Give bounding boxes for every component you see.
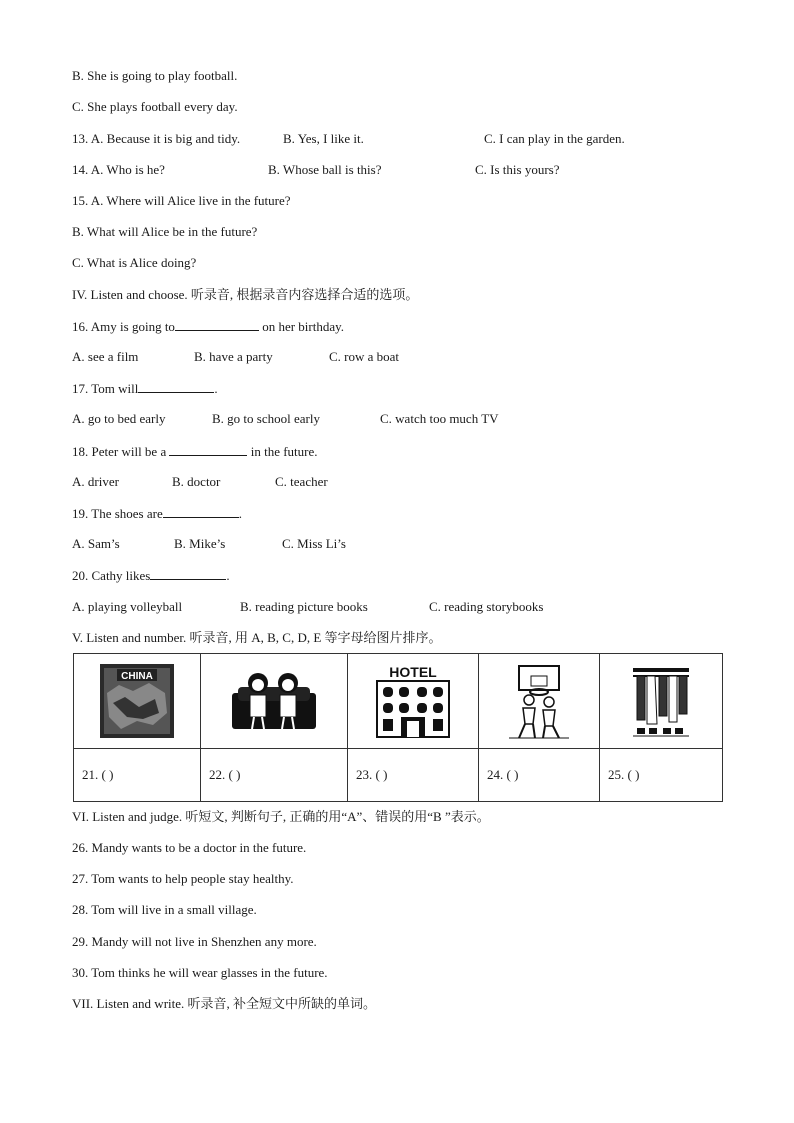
q16-option-a: A. see a film	[72, 349, 139, 364]
section6-title: VI. Listen and judge. 听短文, 判断句子, 正确的用“A”、错误的用“B ”表示。	[72, 809, 490, 824]
china-book-icon	[99, 663, 175, 739]
option-12b: B. She is going to play football.	[72, 68, 238, 83]
q19-option-c: C. Miss Li’s	[282, 536, 346, 551]
picture-table	[73, 653, 723, 802]
q20-option-c: C. reading storybooks	[429, 599, 544, 614]
picture-cell-3	[348, 654, 479, 749]
judge-item-27: 27. Tom wants to help people stay healthy.	[72, 871, 294, 886]
answer-cell-24[interactable]: 24. ( )	[479, 749, 600, 802]
q20-stem-pre: 20. Cathy likes	[72, 568, 151, 583]
q19-option-a: A. Sam’s	[72, 536, 120, 551]
q16-stem-pre: 16. Amy is going to	[72, 319, 175, 334]
q20-stem-post: .	[226, 568, 230, 583]
judge-item-26: 26. Mandy wants to be a doctor in the future.	[72, 840, 307, 855]
q19-stem-post: .	[238, 506, 242, 521]
judge-item-29: 29. Mandy will not live in Shenzhen any more.	[72, 934, 317, 949]
china-label: CHINA	[121, 671, 153, 682]
q14-option-c: C. Is this yours?	[475, 162, 560, 177]
q17-stem-post: .	[214, 381, 218, 396]
picture-cell-1	[74, 654, 201, 749]
hotel-label: HOTEL	[389, 664, 437, 680]
option-12c: C. She plays football every day.	[72, 99, 238, 114]
two-children-sofa-icon	[230, 669, 318, 733]
q17-option-b: B. go to school early	[212, 411, 320, 426]
q19-blank[interactable]	[163, 505, 239, 518]
basketball-players-icon	[505, 662, 573, 740]
q15-option-c: C. What is Alice doing?	[72, 255, 197, 270]
q13-option-b: B. Yes, I like it.	[283, 131, 364, 146]
q16-option-b: B. have a party	[194, 349, 273, 364]
section4-title: IV. Listen and choose. 听录音, 根据录音内容选择合适的选项。	[72, 287, 419, 302]
answer-cell-22[interactable]: 22. ( )	[201, 749, 348, 802]
section7-title: VII. Listen and write. 听录音, 补全短文中所缺的单词。	[72, 996, 377, 1011]
q15-option-a: 15. A. Where will Alice live in the future?	[72, 193, 291, 208]
q17-stem	[72, 380, 218, 397]
q19-option-b: B. Mike’s	[174, 536, 226, 551]
picture-cell-2	[201, 654, 348, 749]
q17-stem-pre: 17. Tom will	[72, 381, 139, 396]
q13-option-a: 13. A. Because it is big and tidy.	[72, 131, 241, 146]
q17-option-c: C. watch too much TV	[380, 411, 499, 426]
q20-stem	[72, 567, 230, 584]
judge-item-30: 30. Tom thinks he will wear glasses in the future.	[72, 965, 328, 980]
q20-option-a: A. playing volleyball	[72, 599, 183, 614]
answer-cell-23[interactable]: 23. ( )	[348, 749, 479, 802]
answer-cell-25[interactable]: 25. ( )	[600, 749, 723, 802]
q18-stem	[72, 443, 318, 460]
picture-cell-4	[479, 654, 600, 749]
judge-item-28: 28. Tom will live in a small village.	[72, 902, 257, 917]
q18-stem-post: in the future.	[247, 444, 318, 459]
q16-blank[interactable]	[175, 318, 259, 331]
q13-option-c: C. I can play in the garden.	[484, 131, 625, 146]
q17-option-a: A. go to bed early	[72, 411, 166, 426]
q20-option-b: B. reading picture books	[240, 599, 368, 614]
q18-stem-pre: 18. Peter will be a	[72, 444, 170, 459]
q18-blank[interactable]	[169, 443, 247, 456]
hotel-building-icon	[373, 663, 453, 739]
wardrobe-clothes-icon	[631, 664, 691, 738]
q19-stem	[72, 505, 242, 522]
q19-stem-pre: 19. The shoes are	[72, 506, 163, 521]
q18-option-a: A. driver	[72, 474, 119, 489]
q18-option-b: B. doctor	[172, 474, 221, 489]
picture-cell-5	[600, 654, 723, 749]
q17-blank[interactable]	[138, 380, 214, 393]
q20-blank[interactable]	[150, 567, 226, 580]
answer-cell-21[interactable]: 21. ( )	[74, 749, 201, 802]
q14-option-b: B. Whose ball is this?	[268, 162, 382, 177]
section5-title: V. Listen and number. 听录音, 用 A, B, C, D, E 等字母给图片排序。	[72, 630, 442, 645]
q14-option-a: 14. A. Who is he?	[72, 162, 165, 177]
q16-stem	[72, 318, 344, 335]
q16-option-c: C. row a boat	[329, 349, 400, 364]
q16-stem-post: on her birthday.	[258, 319, 345, 334]
q15-option-b: B. What will Alice be in the future?	[72, 224, 258, 239]
q18-option-c: C. teacher	[275, 474, 328, 489]
